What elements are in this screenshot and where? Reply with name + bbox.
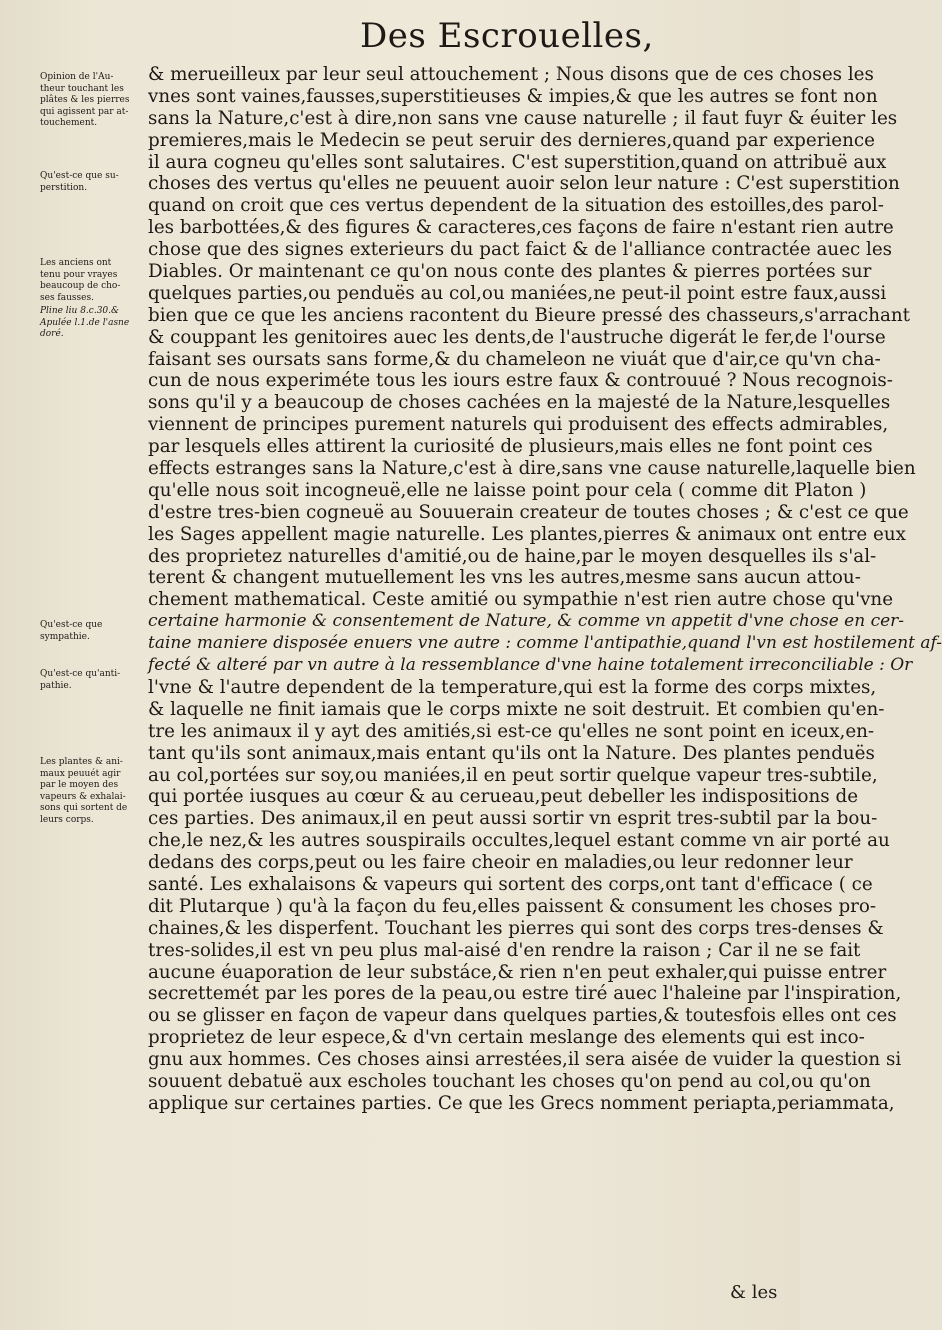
text-line: quelques parties,ou penduës au col,ou maniées,ne peut-il point estre faux,aussi	[148, 282, 887, 304]
text-line: terent & changent mutuellement les vns les autres,mesme sans aucun attou-	[148, 567, 861, 589]
text-line: qu'elle nous soit incogneuë,elle ne laisse point pour cela ( comme dit Platon )	[148, 479, 867, 501]
text-line: sons qu'il y a beaucoup de choses cachées en la majesté de la Nature,lesquelles	[148, 392, 891, 414]
margin-note: Qu'est-ce que su- perstition.	[40, 171, 119, 193]
text-line: chose que des signes exterieurs du pact faict & de l'alliance contractée auec les	[148, 239, 893, 261]
text-line: certaine harmonie & consentement de Nature, & comme vn appetit d'vne chose en cer-	[148, 611, 905, 632]
text-line: & merueilleux par leur seul attouchement ; Nous disons que de ces choses les	[148, 64, 874, 85]
text-line: Diables. Or maintenant ce qu'on nous conte des plantes & pierres portées sur	[148, 261, 872, 283]
running-head: Des Escrouelles,	[360, 16, 654, 56]
text-line: chement mathematical. Ceste amitié ou sympathie n'est rien autre chose qu'vne	[148, 589, 894, 611]
text-line: quand on croit que ces vertus dependent de la situation des estoilles,des parol-	[148, 195, 884, 217]
text-line: che,le nez,& les autres souspirails occultes,lequel estant comme vn air porté au	[148, 830, 890, 852]
text-line: bien que ce que les anciens racontent du Bieure pressé des chasseurs,s'arrachant	[148, 304, 911, 326]
text-line: premieres,mais le Medecin se peut seruir des dernieres,quand par experience	[148, 129, 875, 151]
text-line: viennent de principes purement naturels qui produisent des effects admirables,	[148, 414, 889, 436]
text-line: effects estranges sans la Nature,c'est à dire,sans vne cause naturelle,laquelle bien	[148, 458, 916, 480]
margin-note: Qu'est-ce que sympathie.	[40, 620, 103, 642]
text-line: souuent debatuë aux escholes touchant les choses qu'on pend au col,ou qu'on	[148, 1070, 871, 1092]
text-line: ces parties. Des animaux,il en peut aussi sortir vn esprit tres-subtil par la bou-	[148, 808, 878, 830]
text-line: tres-solides,il est vn peu plus mal-aisé d'en rendre la raison ; Car il ne se fait	[148, 939, 861, 961]
text-line: les barbottées,& des figures & caracteres,ces façons de faire n'estant rien autre	[148, 217, 894, 239]
text-line: proprietez de leur espece,& d'vn certain meslange des elements qui est inco-	[148, 1027, 865, 1049]
text-line: & laquelle ne finit iamais que le corps mixte ne soit destruit. Et combien qu'en-	[148, 698, 885, 720]
text-line: applique sur certaines parties. Ce que les Grecs nomment periapta,periammata,	[148, 1092, 895, 1114]
text-line: santé. Les exhalaisons & vapeurs qui sortent des corps,ont tant d'efficace ( ce	[148, 873, 873, 895]
catchword: & les	[730, 1282, 778, 1303]
text-line: chaines,& les disperfent. Touchant les pierres qui sont des corps tres-denses &	[148, 917, 884, 939]
text-line: & couppant les genitoires auec les dents,de l'austruche digerát le fer,de l'ourse	[148, 326, 886, 348]
text-line: aucune éuaporation de leur substáce,& rien n'en peut exhaler,qui puisse entrer	[148, 961, 887, 983]
margin-note: Les anciens ont tenu pour vrayes beaucoup de cho- ses fausses.	[40, 258, 121, 303]
text-line: dit Plutarque ) qu'à la façon du feu,elles paissent & consument les choses pro-	[148, 895, 877, 917]
text-line: tant qu'ils sont animaux,mais entant qu'ils ont la Nature. Des plantes penduës	[148, 742, 875, 764]
margin-note: Opinion de l'Au- theur touchant les plâtes & les pierres qui agissent par at- touchement.	[40, 72, 130, 128]
text-line: ou se glisser en façon de vapeur dans quelques parties,& toutesfois elles ont ces	[148, 1005, 897, 1027]
text-line: sans la Nature,c'est à dire,non sans vne cause naturelle ; il faut fuyr & éuiter les	[148, 107, 898, 129]
text-line: cun de nous experiméte tous les iours estre faux & controuué ? Nous recognois-	[148, 370, 893, 392]
text-line: tre les animaux il y ayt des amitiés,si est-ce qu'elles ne sont point en iceux,en-	[148, 720, 875, 742]
text-line: l'vne & l'autre dependent de la temperature,qui est la forme des corps mixtes,	[148, 676, 877, 698]
text-line: d'estre tres-bien cogneuë au Souuerain createur de toutes choses ; & c'est ce que	[148, 501, 909, 523]
text-line: les Sages appellent magie naturelle. Les plantes,pierres & animaux ont entre eux	[148, 523, 906, 545]
margin-note: Les plantes & ani- maux peuuét agir par le moyen des vapeurs & exhalai- sons qui sortent de leurs corps.	[40, 757, 128, 825]
text-line: secrettemét par les pores de la peau,ou estre tiré auec l'haleine par l'inspiration,	[148, 983, 902, 1005]
text-line: vnes sont vaines,fausses,superstitieuses & impies,& que les autres se font non	[148, 85, 878, 107]
body-text	[148, 64, 942, 1115]
text-line: au col,portées sur soy,ou maniées,il en peut sortir quelque vapeur tres-subtile,	[148, 764, 878, 786]
text-line: gnu aux hommes. Ces choses ainsi arrestées,il sera aisée de vuider la question si	[148, 1049, 902, 1071]
text-line: des proprietez naturelles d'amitié,ou de haine,par le moyen desquelles ils s'al-	[148, 545, 877, 567]
text-line: il aura cogneu qu'elles sont salutaires. C'est superstition,quand on attribuë aux	[148, 151, 887, 173]
text-line: qui portée iusques au cœur & au cerueau,peut debeller les indispositions de	[148, 786, 859, 808]
text-line: fecté & alteré par vn autre à la ressemblance d'vne haine totalement irreconciliable : Or	[148, 655, 913, 676]
text-line: faisant ses oursats sans forme,& du chameleon ne viuát que d'air,ce qu'vn cha-	[148, 348, 881, 370]
text-line: taine maniere disposée enuers vne autre : comme l'antipathie,quand l'vn est hostilement af-	[148, 633, 942, 654]
text-line: dedans des corps,peut ou les faire cheoir en maladies,ou leur redonner leur	[148, 852, 853, 874]
margin-note: Pline liu 8.c.30.& Apulée l.1.de l'asne doré.	[40, 306, 130, 339]
text-line: par lesquels elles attirent la curiosité de plusieurs,mais elles ne font point ces	[148, 436, 873, 458]
margin-note: Qu'est-ce qu'anti- pathie.	[40, 669, 121, 691]
text-line: choses des vertus qu'elles ne peuuent auoir selon leur nature : C'est superstition	[148, 173, 900, 195]
